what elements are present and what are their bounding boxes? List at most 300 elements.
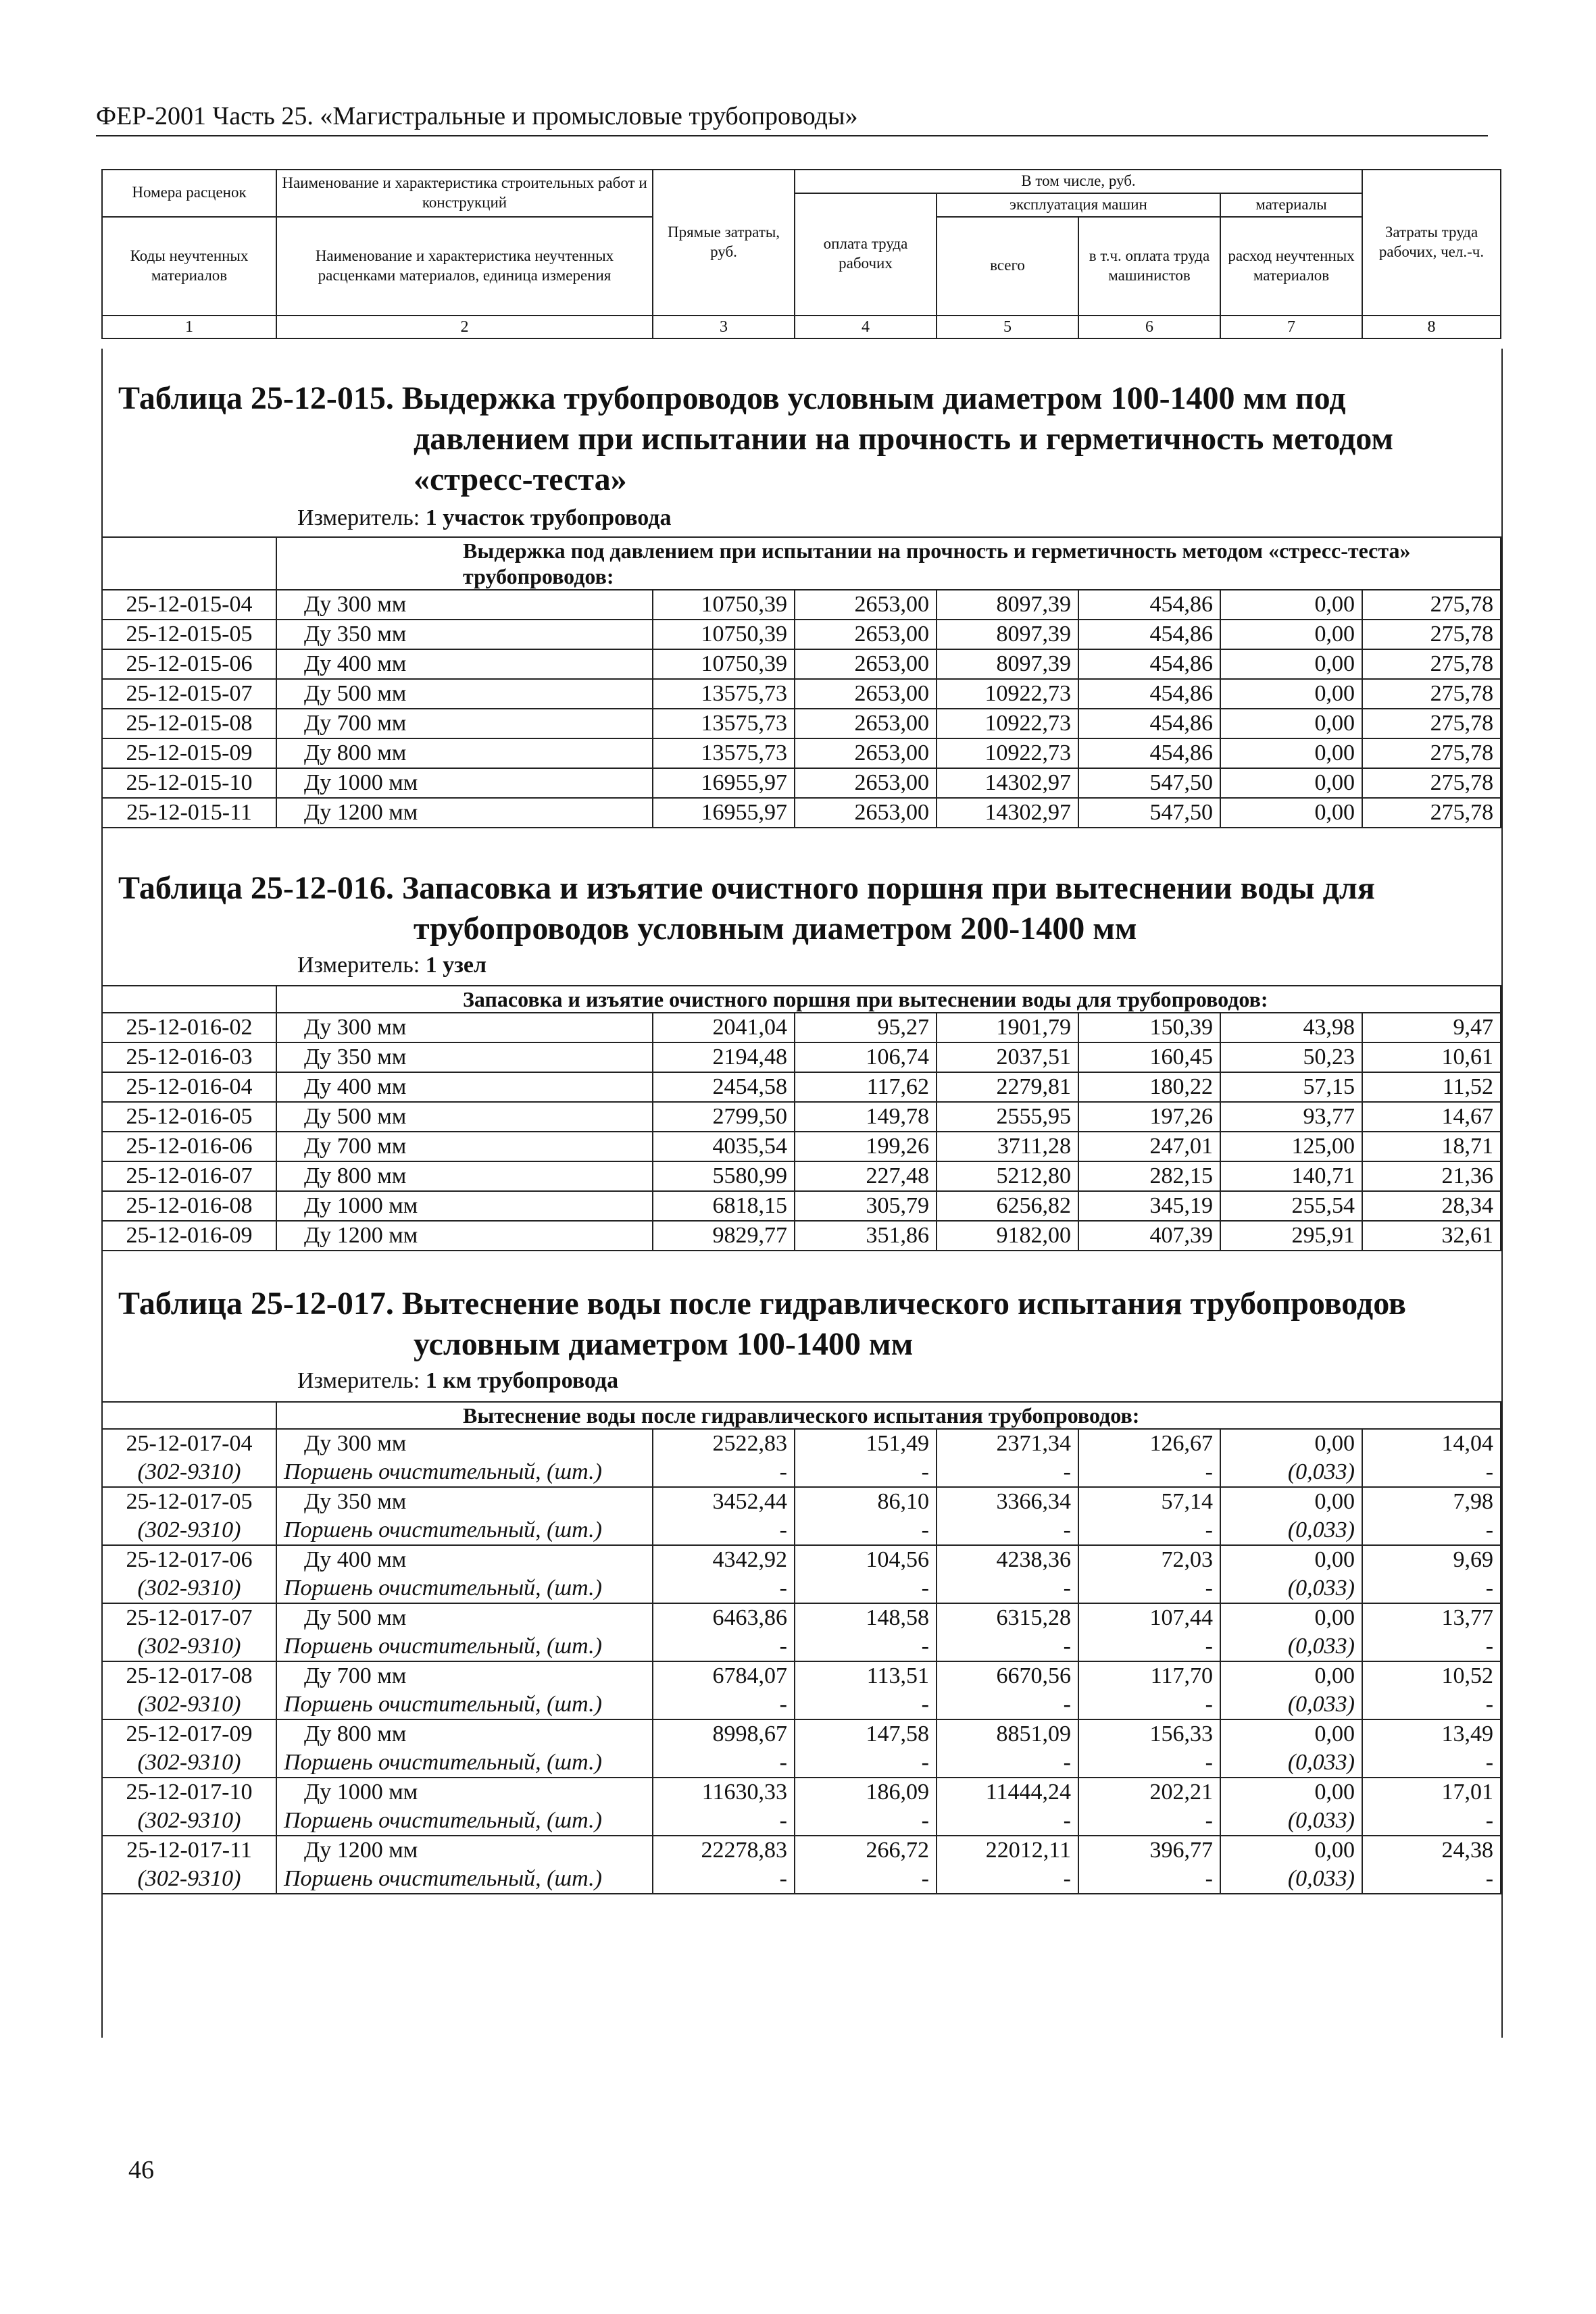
cell-c5: 5212,80 <box>937 1161 1078 1191</box>
cell-c5: 2279,81 <box>937 1072 1078 1102</box>
table-row <box>102 649 1501 679</box>
cell-c5: 9182,00 <box>937 1221 1078 1251</box>
cell-c4: 2653,00 <box>795 768 937 798</box>
cell-c8: 18,71 <box>1362 1132 1501 1161</box>
cell-name: Ду 350 мм <box>276 1042 653 1072</box>
cell-c7: 0,00 <box>1220 1836 1362 1865</box>
cell-c6: 454,86 <box>1078 620 1220 649</box>
table-row <box>102 1661 1501 1690</box>
cell-name: Ду 1200 мм <box>276 798 653 828</box>
cell-c6-dash: - <box>1078 1458 1220 1487</box>
cell-c5: 2371,34 <box>937 1429 1078 1458</box>
cell-c3: 3452,44 <box>653 1487 795 1516</box>
cell-c4: 2653,00 <box>795 738 937 768</box>
cell-name: Ду 700 мм <box>276 709 653 738</box>
table-row <box>102 1161 1501 1191</box>
cell-c4: 227,48 <box>795 1161 937 1191</box>
cell-name: Ду 350 мм <box>276 620 653 649</box>
cell-c4: 117,62 <box>795 1072 937 1102</box>
cell-c6-dash: - <box>1078 1807 1220 1836</box>
cell-c3: 10750,39 <box>653 620 795 649</box>
table-row <box>102 768 1501 798</box>
cell-c6-dash: - <box>1078 1865 1220 1894</box>
material-code: (302-9310) <box>102 1574 276 1603</box>
cell-c8-dash: - <box>1362 1632 1501 1661</box>
cell-c8: 275,78 <box>1362 738 1501 768</box>
cell-c3: 11630,33 <box>653 1778 795 1807</box>
material-name: Поршень очистительный, (шт.) <box>276 1632 653 1661</box>
cell-c5: 2037,51 <box>937 1042 1078 1072</box>
material-code: (302-9310) <box>102 1690 276 1719</box>
cell-c8: 21,36 <box>1362 1161 1501 1191</box>
cell-c5-dash: - <box>937 1749 1078 1778</box>
cell-c5: 8097,39 <box>937 649 1078 679</box>
cell-c4-dash: - <box>795 1749 937 1778</box>
cell-c7: 57,15 <box>1220 1072 1362 1102</box>
cell-c5: 10922,73 <box>937 679 1078 709</box>
column-header-table <box>101 169 1501 339</box>
cell-c6-dash: - <box>1078 1574 1220 1603</box>
col2-header-b: Наименование и характеристика неучтенных расценками материалов, единица измерения <box>276 217 653 316</box>
cell-c8: 275,78 <box>1362 709 1501 738</box>
cell-c5: 3366,34 <box>937 1487 1078 1516</box>
cell-name: Ду 400 мм <box>276 649 653 679</box>
cell-code: 25-12-016-07 <box>102 1161 276 1191</box>
cell-c4-dash: - <box>795 1632 937 1661</box>
cell-c5: 6670,56 <box>937 1661 1078 1690</box>
cell-c7: 0,00 <box>1220 590 1362 620</box>
material-name: Поршень очистительный, (шт.) <box>276 1749 653 1778</box>
cell-c4: 106,74 <box>795 1042 937 1072</box>
material-name: Поршень очистительный, (шт.) <box>276 1807 653 1836</box>
col-num: 2 <box>276 316 653 338</box>
cell-c3: 6463,86 <box>653 1603 795 1632</box>
table-row <box>102 1487 1501 1516</box>
material-row <box>102 1458 1501 1487</box>
material-row <box>102 1690 1501 1719</box>
col7-header: расход неучтенных материалов <box>1220 217 1362 316</box>
cell-c5: 6315,28 <box>937 1603 1078 1632</box>
col1-header-b: Коды неучтенных материалов <box>102 217 276 316</box>
cell-code: 25-12-016-06 <box>102 1132 276 1161</box>
material-code: (302-9310) <box>102 1516 276 1545</box>
cell-c8: 10,61 <box>1362 1042 1501 1072</box>
cell-c7: 0,00 <box>1220 798 1362 828</box>
cell-c4-dash: - <box>795 1516 937 1545</box>
cell-c6: 126,67 <box>1078 1429 1220 1458</box>
col-num: 8 <box>1362 316 1501 338</box>
cell-c7: 0,00 <box>1220 768 1362 798</box>
material-name: Поршень очистительный, (шт.) <box>276 1574 653 1603</box>
col-num: 3 <box>653 316 795 338</box>
cell-c6: 454,86 <box>1078 738 1220 768</box>
cell-c3: 2041,04 <box>653 1013 795 1042</box>
cell-c6: 180,22 <box>1078 1072 1220 1102</box>
cell-c4: 186,09 <box>795 1778 937 1807</box>
cell-c6: 454,86 <box>1078 679 1220 709</box>
cell-c8: 9,69 <box>1362 1545 1501 1574</box>
col-num: 7 <box>1220 316 1362 338</box>
cell-c3-dash: - <box>653 1458 795 1487</box>
table-016-meter: Измеритель: 1 узел <box>297 953 487 978</box>
table-row <box>102 620 1501 649</box>
cell-name: Ду 300 мм <box>276 1013 653 1042</box>
cell-name: Ду 700 мм <box>276 1661 653 1690</box>
cell-c6: 454,86 <box>1078 590 1220 620</box>
table-row <box>102 1102 1501 1132</box>
material-quantity: (0,033) <box>1220 1458 1362 1487</box>
table-row <box>102 709 1501 738</box>
material-row <box>102 1749 1501 1778</box>
cell-name: Ду 400 мм <box>276 1072 653 1102</box>
table-017-title: Таблица 25-12-017. Вытеснение воды после гидравлического испытания трубопроводов условным диаметром 100-1400 мм <box>118 1284 1406 1365</box>
cell-code: 25-12-015-11 <box>102 798 276 828</box>
cell-c3: 2799,50 <box>653 1102 795 1132</box>
cell-c6-dash: - <box>1078 1632 1220 1661</box>
cell-c7: 93,77 <box>1220 1102 1362 1132</box>
cell-c3: 13575,73 <box>653 679 795 709</box>
cell-c5: 14302,97 <box>937 768 1078 798</box>
cell-code: 25-12-017-04 <box>102 1429 276 1458</box>
cell-c6: 117,70 <box>1078 1661 1220 1690</box>
material-name: Поршень очистительный, (шт.) <box>276 1690 653 1719</box>
cell-c8: 275,78 <box>1362 649 1501 679</box>
incl-header: В том числе, руб. <box>795 170 1362 193</box>
cell-name: Ду 1000 мм <box>276 768 653 798</box>
cell-c3-dash: - <box>653 1749 795 1778</box>
cell-c5-dash: - <box>937 1865 1078 1894</box>
cell-c5: 4238,36 <box>937 1545 1078 1574</box>
table-016-title: Таблица 25-12-016. Запасовка и изъятие очистного поршня при вытеснении воды для трубопроводов условным диаметром 200-1400 мм <box>118 868 1375 949</box>
cell-c8: 7,98 <box>1362 1487 1501 1516</box>
cell-name: Ду 700 мм <box>276 1132 653 1161</box>
cell-c7: 0,00 <box>1220 1719 1362 1749</box>
cell-code: 25-12-017-06 <box>102 1545 276 1574</box>
cell-c8: 13,77 <box>1362 1603 1501 1632</box>
cell-c5: 3711,28 <box>937 1132 1078 1161</box>
cell-c6: 454,86 <box>1078 649 1220 679</box>
cell-c8: 275,78 <box>1362 590 1501 620</box>
cell-name: Ду 800 мм <box>276 738 653 768</box>
cell-c8: 17,01 <box>1362 1778 1501 1807</box>
material-row <box>102 1574 1501 1603</box>
cell-c7: 0,00 <box>1220 679 1362 709</box>
table-017-meter: Измеритель: 1 км трубопровода <box>297 1368 619 1393</box>
cell-c3: 2522,83 <box>653 1429 795 1458</box>
cell-c6: 407,39 <box>1078 1221 1220 1251</box>
cell-c6: 72,03 <box>1078 1545 1220 1574</box>
cell-c5-dash: - <box>937 1516 1078 1545</box>
cell-c7: 0,00 <box>1220 649 1362 679</box>
cell-c8: 13,49 <box>1362 1719 1501 1749</box>
cell-c3: 2454,58 <box>653 1072 795 1102</box>
cell-c7: 255,54 <box>1220 1191 1362 1221</box>
cell-c3-dash: - <box>653 1632 795 1661</box>
cell-c4: 2653,00 <box>795 649 937 679</box>
material-name: Поршень очистительный, (шт.) <box>276 1865 653 1894</box>
cell-code: 25-12-016-03 <box>102 1042 276 1072</box>
cell-c7: 0,00 <box>1220 1545 1362 1574</box>
cell-c4: 147,58 <box>795 1719 937 1749</box>
table-row <box>102 1545 1501 1574</box>
cell-code: 25-12-015-09 <box>102 738 276 768</box>
cell-c3-dash: - <box>653 1690 795 1719</box>
table-015-meter: Измеритель: 1 участок трубопровода <box>297 505 672 530</box>
cell-code: 25-12-017-10 <box>102 1778 276 1807</box>
cell-name: Ду 800 мм <box>276 1161 653 1191</box>
col6-header: в т.ч. оплата труда машинистов <box>1078 217 1220 316</box>
material-name: Поршень очистительный, (шт.) <box>276 1516 653 1545</box>
cell-c6: 547,50 <box>1078 768 1220 798</box>
cell-name: Ду 1000 мм <box>276 1191 653 1221</box>
material-code: (302-9310) <box>102 1632 276 1661</box>
table-row <box>102 1719 1501 1749</box>
cell-c5-dash: - <box>937 1807 1078 1836</box>
cell-c6: 107,44 <box>1078 1603 1220 1632</box>
cell-c3: 13575,73 <box>653 738 795 768</box>
materials-header: материалы <box>1220 193 1362 217</box>
cell-c8: 14,04 <box>1362 1429 1501 1458</box>
cell-c8-dash: - <box>1362 1458 1501 1487</box>
group-title: Запасовка и изъятие очистного поршня при вытеснении воды для трубопроводов: <box>276 986 1501 1013</box>
cell-c4: 2653,00 <box>795 798 937 828</box>
cell-name: Ду 350 мм <box>276 1487 653 1516</box>
cell-c7: 0,00 <box>1220 620 1362 649</box>
cell-c6: 282,15 <box>1078 1161 1220 1191</box>
cell-c3-dash: - <box>653 1516 795 1545</box>
cell-c6-dash: - <box>1078 1516 1220 1545</box>
machines-header: эксплуатация машин <box>937 193 1220 217</box>
cell-name: Ду 500 мм <box>276 679 653 709</box>
cell-c6-dash: - <box>1078 1690 1220 1719</box>
cell-code: 25-12-015-04 <box>102 590 276 620</box>
cell-code: 25-12-017-11 <box>102 1836 276 1865</box>
col2-header-a: Наименование и характеристика строительных работ и конструкций <box>276 170 653 217</box>
cell-name: Ду 500 мм <box>276 1603 653 1632</box>
cell-c5-dash: - <box>937 1632 1078 1661</box>
group-header-row <box>102 537 1501 590</box>
cell-c5-dash: - <box>937 1690 1078 1719</box>
cell-c8-dash: - <box>1362 1516 1501 1545</box>
group-header-row <box>102 986 1501 1013</box>
cell-c8: 32,61 <box>1362 1221 1501 1251</box>
material-code: (302-9310) <box>102 1865 276 1894</box>
cell-c6: 547,50 <box>1078 798 1220 828</box>
col1-header-a: Номера расценок <box>102 170 276 217</box>
material-row <box>102 1632 1501 1661</box>
material-row <box>102 1516 1501 1545</box>
cell-c4: 149,78 <box>795 1102 937 1132</box>
table-row <box>102 1013 1501 1042</box>
table-row <box>102 1042 1501 1072</box>
cell-c3: 16955,97 <box>653 768 795 798</box>
cell-c5: 6256,82 <box>937 1191 1078 1221</box>
cell-c6: 247,01 <box>1078 1132 1220 1161</box>
cell-c4-dash: - <box>795 1807 937 1836</box>
cell-c8-dash: - <box>1362 1690 1501 1719</box>
cell-c8: 275,78 <box>1362 620 1501 649</box>
cell-code: 25-12-015-07 <box>102 679 276 709</box>
cell-c5: 10922,73 <box>937 738 1078 768</box>
cell-c7: 0,00 <box>1220 1429 1362 1458</box>
cell-c3-dash: - <box>653 1807 795 1836</box>
cell-c3: 6818,15 <box>653 1191 795 1221</box>
cell-c8-dash: - <box>1362 1574 1501 1603</box>
col-num: 6 <box>1078 316 1220 338</box>
cell-c4: 305,79 <box>795 1191 937 1221</box>
table-row <box>102 738 1501 768</box>
cell-c5-dash: - <box>937 1574 1078 1603</box>
cell-c5: 22012,11 <box>937 1836 1078 1865</box>
table-row <box>102 679 1501 709</box>
cell-c5: 2555,95 <box>937 1102 1078 1132</box>
cell-c3: 5580,99 <box>653 1161 795 1191</box>
cell-code: 25-12-016-08 <box>102 1191 276 1221</box>
cell-c7: 0,00 <box>1220 1661 1362 1690</box>
cell-c8-dash: - <box>1362 1749 1501 1778</box>
table-row <box>102 1221 1501 1251</box>
cell-c5: 10922,73 <box>937 709 1078 738</box>
material-quantity: (0,033) <box>1220 1865 1362 1894</box>
cell-c3: 22278,83 <box>653 1836 795 1865</box>
cell-name: Ду 400 мм <box>276 1545 653 1574</box>
cell-name: Ду 1000 мм <box>276 1778 653 1807</box>
cell-code: 25-12-017-05 <box>102 1487 276 1516</box>
cell-c8-dash: - <box>1362 1865 1501 1894</box>
cell-c8: 275,78 <box>1362 768 1501 798</box>
cell-c8-dash: - <box>1362 1807 1501 1836</box>
col-num: 5 <box>937 316 1078 338</box>
cell-name: Ду 1200 мм <box>276 1221 653 1251</box>
material-code: (302-9310) <box>102 1807 276 1836</box>
cell-c5: 8851,09 <box>937 1719 1078 1749</box>
cell-c8: 275,78 <box>1362 798 1501 828</box>
cell-c8: 24,38 <box>1362 1836 1501 1865</box>
cell-c6: 345,19 <box>1078 1191 1220 1221</box>
cell-c6: 160,45 <box>1078 1042 1220 1072</box>
cell-c7: 125,00 <box>1220 1132 1362 1161</box>
cell-c3-dash: - <box>653 1865 795 1894</box>
material-quantity: (0,033) <box>1220 1516 1362 1545</box>
table-row <box>102 1778 1501 1807</box>
cell-code: 25-12-015-08 <box>102 709 276 738</box>
cell-c7: 43,98 <box>1220 1013 1362 1042</box>
cell-c5: 1901,79 <box>937 1013 1078 1042</box>
cell-name: Ду 300 мм <box>276 590 653 620</box>
cell-c3: 9829,77 <box>653 1221 795 1251</box>
material-quantity: (0,033) <box>1220 1807 1362 1836</box>
table-row <box>102 1191 1501 1221</box>
table-015-title: Таблица 25-12-015. Выдержка трубопроводов условным диаметром 100-1400 мм под давлением при испытании на прочность и герметичность методом «стресс-теста» <box>118 378 1393 500</box>
material-row <box>102 1807 1501 1836</box>
cell-c8: 10,52 <box>1362 1661 1501 1690</box>
col8-header: Затраты труда рабочих, чел.-ч. <box>1362 170 1501 316</box>
cell-code: 25-12-015-10 <box>102 768 276 798</box>
table-row <box>102 1429 1501 1458</box>
cell-c5: 8097,39 <box>937 620 1078 649</box>
cell-c7: 0,00 <box>1220 1778 1362 1807</box>
cell-c3: 13575,73 <box>653 709 795 738</box>
cell-c7: 0,00 <box>1220 1487 1362 1516</box>
table-row <box>102 1836 1501 1865</box>
cell-c8: 14,67 <box>1362 1102 1501 1132</box>
cell-code: 25-12-015-05 <box>102 620 276 649</box>
cell-c6: 396,77 <box>1078 1836 1220 1865</box>
group-empty-cell <box>102 986 276 1013</box>
cell-c6: 57,14 <box>1078 1487 1220 1516</box>
col3-header: Прямые затраты, руб. <box>653 170 795 316</box>
cell-c6: 454,86 <box>1078 709 1220 738</box>
group-empty-cell <box>102 537 276 590</box>
cell-code: 25-12-017-09 <box>102 1719 276 1749</box>
material-quantity: (0,033) <box>1220 1749 1362 1778</box>
table-row <box>102 798 1501 828</box>
cell-c3-dash: - <box>653 1574 795 1603</box>
cell-c5-dash: - <box>937 1458 1078 1487</box>
material-code: (302-9310) <box>102 1458 276 1487</box>
material-name: Поршень очистительный, (шт.) <box>276 1458 653 1487</box>
cell-c3: 4342,92 <box>653 1545 795 1574</box>
cell-c8: 11,52 <box>1362 1072 1501 1102</box>
cell-code: 25-12-016-05 <box>102 1102 276 1132</box>
cell-c8: 275,78 <box>1362 679 1501 709</box>
col-num: 1 <box>102 316 276 338</box>
material-quantity: (0,033) <box>1220 1632 1362 1661</box>
cell-c3: 10750,39 <box>653 590 795 620</box>
cell-c7: 0,00 <box>1220 1603 1362 1632</box>
cell-code: 25-12-015-06 <box>102 649 276 679</box>
cell-name: Ду 300 мм <box>276 1429 653 1458</box>
group-header-row <box>102 1402 1501 1429</box>
cell-c5: 8097,39 <box>937 590 1078 620</box>
col4-header: оплата труда рабочих <box>795 193 937 316</box>
cell-c4: 2653,00 <box>795 679 937 709</box>
page-header: ФЕР-2001 Часть 25. «Магистральные и промысловые трубопроводы» <box>96 101 1488 136</box>
table-017 <box>101 1401 1501 1894</box>
cell-c4: 266,72 <box>795 1836 937 1865</box>
cell-c8: 28,34 <box>1362 1191 1501 1221</box>
cell-name: Ду 800 мм <box>276 1719 653 1749</box>
cell-c3: 6784,07 <box>653 1661 795 1690</box>
table-row <box>102 590 1501 620</box>
cell-c4: 2653,00 <box>795 709 937 738</box>
cell-c4: 151,49 <box>795 1429 937 1458</box>
material-row <box>102 1865 1501 1894</box>
table-row <box>102 1072 1501 1102</box>
cell-c6-dash: - <box>1078 1749 1220 1778</box>
cell-c7: 50,23 <box>1220 1042 1362 1072</box>
cell-code: 25-12-016-09 <box>102 1221 276 1251</box>
cell-c6: 197,26 <box>1078 1102 1220 1132</box>
cell-code: 25-12-016-02 <box>102 1013 276 1042</box>
cell-c7: 295,91 <box>1220 1221 1362 1251</box>
table-row <box>102 1132 1501 1161</box>
cell-c4: 199,26 <box>795 1132 937 1161</box>
cell-name: Ду 500 мм <box>276 1102 653 1132</box>
cell-code: 25-12-016-04 <box>102 1072 276 1102</box>
cell-c4: 113,51 <box>795 1661 937 1690</box>
cell-c7: 140,71 <box>1220 1161 1362 1191</box>
cell-c4-dash: - <box>795 1458 937 1487</box>
cell-c4: 95,27 <box>795 1013 937 1042</box>
table-016 <box>101 985 1501 1251</box>
cell-code: 25-12-017-07 <box>102 1603 276 1632</box>
cell-c6: 156,33 <box>1078 1719 1220 1749</box>
cell-c5: 14302,97 <box>937 798 1078 828</box>
cell-name: Ду 1200 мм <box>276 1836 653 1865</box>
col-num: 4 <box>795 316 937 338</box>
cell-c3: 8998,67 <box>653 1719 795 1749</box>
